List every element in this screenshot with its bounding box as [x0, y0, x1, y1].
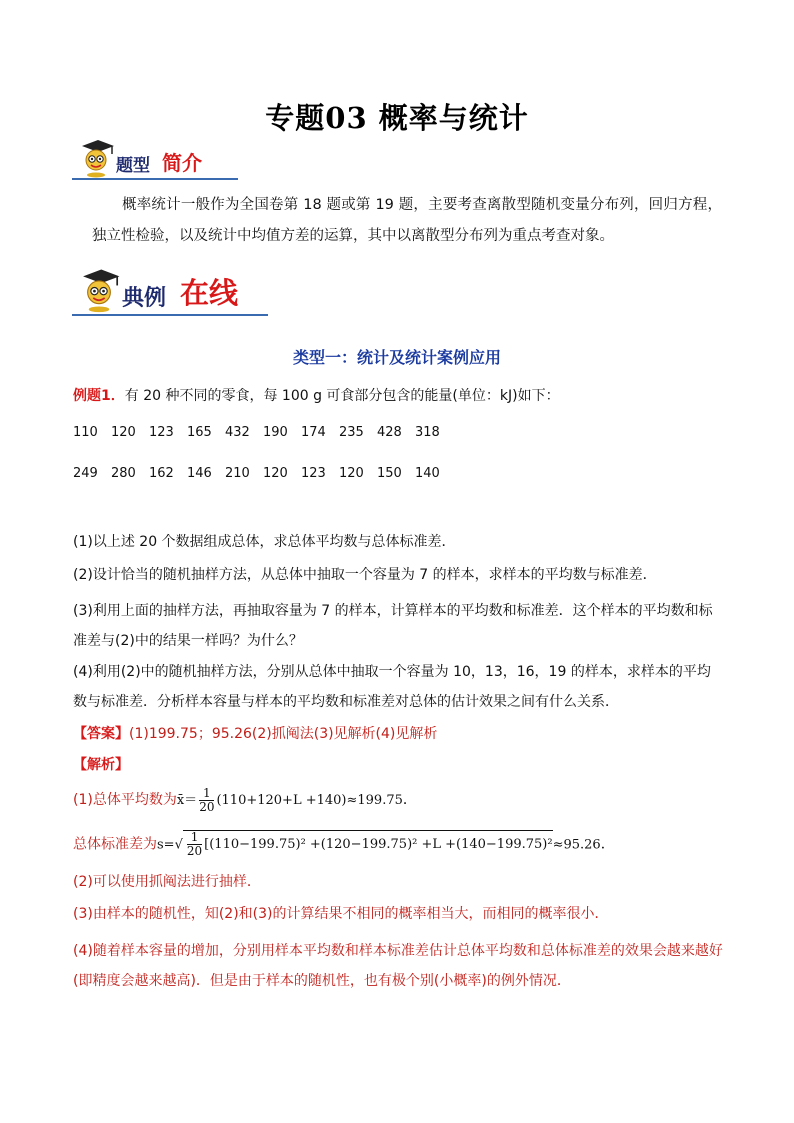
cartoon-mascot-icon [74, 266, 124, 314]
example-label: 例题1． [73, 388, 125, 404]
sqrt-sign-icon: √ [174, 837, 183, 853]
analysis-label [73, 755, 723, 775]
analysis-step-1-prefix: (1)总体平均数为 [73, 792, 177, 808]
data-value: 140 [415, 466, 440, 481]
mean-expression: (110+120+L +140)≈199.75 [216, 793, 403, 808]
section-banner-examples [72, 268, 268, 316]
question-4: (4)利用(2)中的随机抽样方法，分别从总体中抽取一个容量为 10，13，16，19 的样本，求样本的平均数与标准差．分析样本容量与样本的平均数和标准差对总体的估计效果之间有什么关系． [73, 664, 711, 710]
section-heading: 类型一：统计及统计案例应用 [292, 348, 501, 367]
data-value: 150 [377, 466, 402, 481]
data-value: 165 [187, 425, 212, 440]
data-value: 110 [73, 425, 98, 440]
sd-symbol: s= [157, 837, 175, 853]
analysis-step-1-end: ． [402, 792, 417, 808]
cartoon-mascot-icon [74, 138, 118, 178]
data-value: 432 [225, 425, 250, 440]
data-value: 123 [301, 466, 326, 481]
section-banner-intro [72, 140, 238, 180]
answer-label: 【答案】 [73, 726, 129, 742]
analysis-step-2-prefix: 总体标准差为 [73, 836, 157, 853]
data-value: 428 [377, 425, 402, 440]
data-value: 174 [301, 425, 326, 440]
analysis-step-3: (2)可以使用抓阄法进行抽样． [73, 874, 261, 890]
data-value: 190 [263, 425, 288, 440]
analysis-step-4: (3)由样本的随机性，知(2)和(3)的计算结果不相同的概率相当大，而相同的概率很小． [73, 906, 609, 922]
fraction-denominator: 20 [199, 799, 215, 814]
fraction-numerator: 1 [199, 787, 214, 801]
data-row-1 [73, 425, 453, 440]
data-value: 120 [263, 466, 288, 481]
data-value: 162 [149, 466, 174, 481]
data-value: 120 [339, 466, 364, 481]
data-value: 210 [225, 466, 250, 481]
sd-expression: [(110−199.75)² +(120−199.75)² +L +(140−199.75)² [204, 837, 553, 852]
data-value: 123 [149, 425, 174, 440]
analysis-step-5: (4)随着样本容量的增加，分别用样本平均数和样本标准差估计总体平均数和总体标准差的效果会越来越好(即精度会越来越高)．但是由于样本的随机性，也有极个别(小概率)的例外情况． [73, 943, 723, 989]
banner-text-1: 典例 [122, 285, 167, 311]
mean-symbol: x̄＝ [176, 793, 198, 808]
intro-paragraph: 概率统计一般作为全国卷第 18 题或第 19 题，主要考查离散型随机变量分布列，回归方程，独立性检验，以及统计中均值方差的运算，其中以离散型分布列为重点考查对象。 [92, 197, 722, 244]
data-value: 318 [415, 425, 440, 440]
fraction-numerator: 1 [187, 831, 202, 845]
fraction [199, 787, 214, 814]
answer-line [73, 724, 723, 744]
banner-text-1: 题型 [116, 156, 150, 176]
analysis-step-2-end: ． [600, 836, 615, 853]
question-1: (1)以上述 20 个数据组成总体，求总体平均数与总体标准差． [73, 534, 456, 550]
banner-text-2: 在线 [180, 276, 239, 310]
banner-text-2: 简介 [162, 151, 202, 175]
analysis-step-1 [73, 786, 723, 815]
question-3: (3)利用上面的抽样方法，再抽取容量为 7 的样本，计算样本的平均数和标准差．这个样本的平均数和标准差与(2)中的结果一样吗？为什么？ [73, 603, 713, 649]
data-value: 120 [111, 425, 136, 440]
answer-text: (1)199.75；95.26(2)抓阄法(3)见解析(4)见解析 [129, 726, 438, 742]
data-value: 249 [73, 466, 98, 481]
data-value: 235 [339, 425, 364, 440]
fraction [187, 831, 202, 858]
fraction-denominator: 20 [186, 844, 203, 858]
example-stem [73, 386, 723, 406]
sqrt-body [183, 830, 553, 859]
data-value: 280 [111, 466, 136, 481]
analysis-label-text: 【解析】 [73, 757, 129, 773]
banner-underline [72, 178, 238, 180]
example-stem-text: 有 20 种不同的零食，每 100 g 可食部分包含的能量(单位：kJ)如下： [124, 388, 560, 404]
data-row-2 [73, 466, 453, 481]
banner-underline [72, 314, 268, 316]
page-title: 专题03 概率与统计 [265, 101, 529, 135]
question-2: (2)设计恰当的随机抽样方法，从总体中抽取一个容量为 7 的样本，求样本的平均数与标准差． [73, 567, 657, 583]
data-value: 146 [187, 466, 212, 481]
analysis-step-2 [73, 830, 723, 860]
sd-result: ≈95.26 [552, 837, 601, 853]
